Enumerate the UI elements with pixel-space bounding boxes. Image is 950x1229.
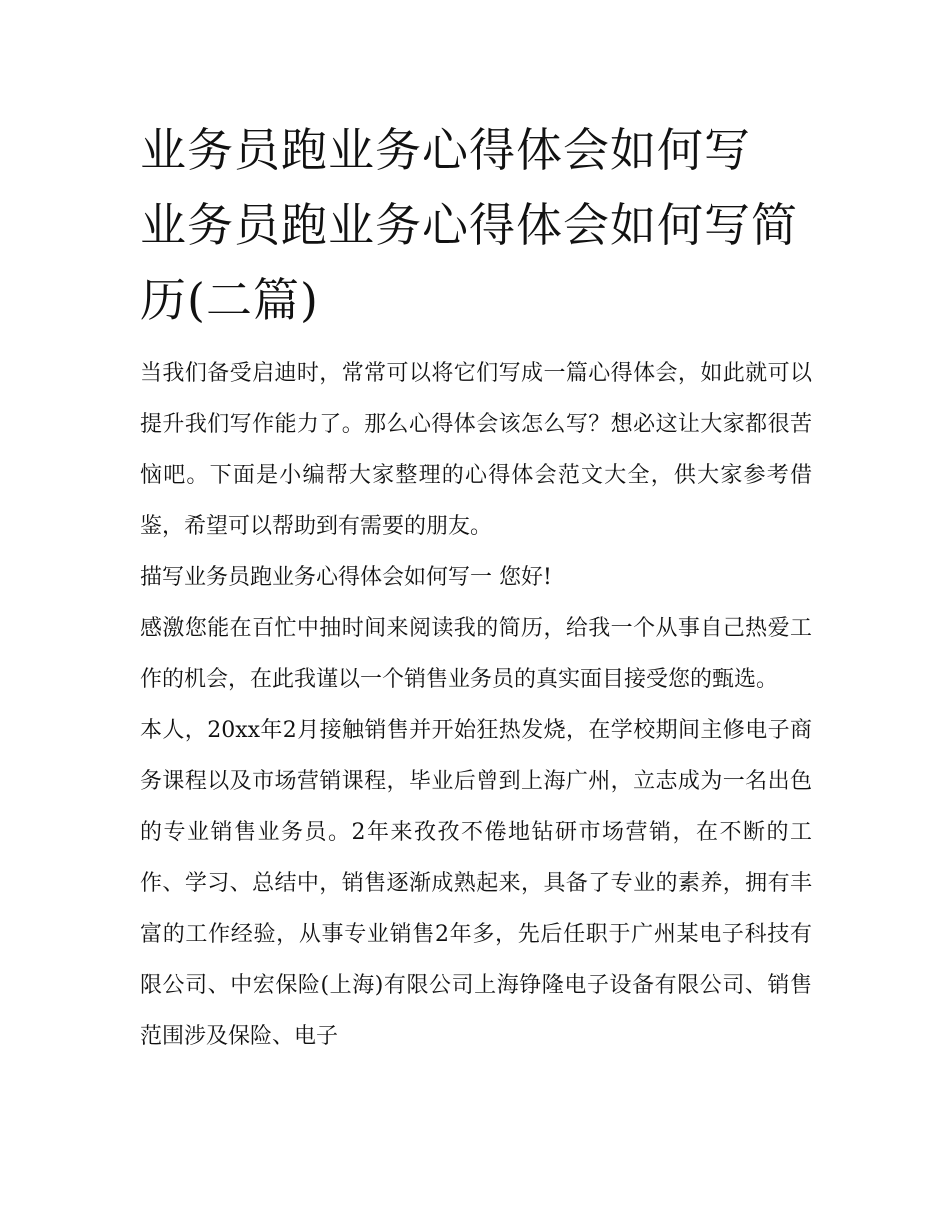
document-page bbox=[140, 113, 812, 1062]
paragraph-greeting: 描写业务员跑业务心得体会如何写一 您好! bbox=[140, 565, 552, 590]
document-body bbox=[140, 348, 812, 1062]
paragraph-experience: 本人，20xx年2月接触销售并开始狂热发烧，在学校期间主修电子商务课程以及市场营销课程，毕业后曾到上海广州，立志成为一名出色的专业销售业务员。2年来孜孜不倦地钻研市场营销，在不断的工作、学习、总结中，销售逐渐成熟起来，具备了专业的素养，拥有丰富的工作经验，从事专业销售2年多，先后任职于广州某电子科技有限公司、中宏保险(上海)有限公司上海铮隆电子设备有限公司、销售范围涉及保险、电子 bbox=[140, 718, 812, 1049]
document-title: 业务员跑业务心得体会如何写 业务员跑业务心得体会如何写简历(二篇) bbox=[140, 123, 798, 327]
paragraph-thanks: 感激您能在百忙中抽时间来阅读我的简历，给我一个从事自己热爱工作的机会，在此我谨以一个销售业务员的真实面目接受您的甄选。 bbox=[140, 616, 812, 692]
paragraph-intro: 当我们备受启迪时，常常可以将它们写成一篇心得体会，如此就可以提升我们写作能力了。那么心得体会该怎么写？想必这让大家都很苦恼吧。下面是小编帮大家整理的心得体会范文大全，供大家参考借鉴，希望可以帮助到有需要的朋友。 bbox=[140, 361, 812, 539]
